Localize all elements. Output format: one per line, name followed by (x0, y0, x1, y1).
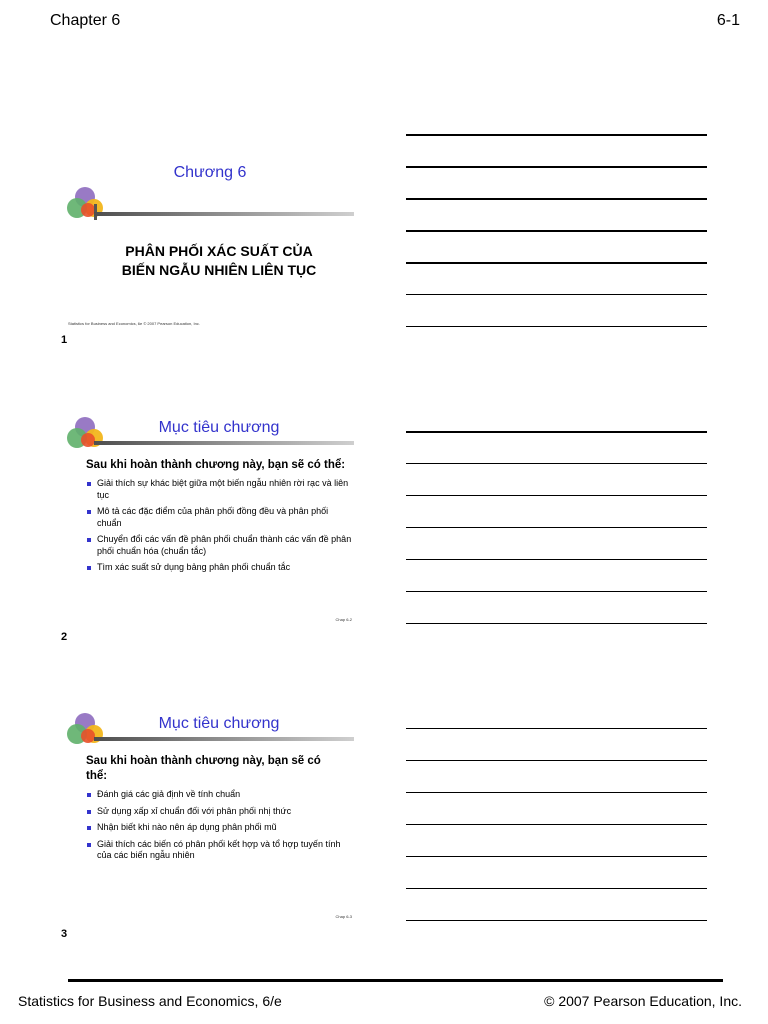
list-item: Giải thích các biến có phân phối kết hợp và tổ hợp tuyến tính của các biến ngẫu nhiên (86, 839, 354, 862)
list-item: Nhận biết khi nào nên áp dụng phân phối mũ (86, 822, 354, 834)
note-line (406, 559, 707, 560)
list-item: Chuyển đổi các vấn đề phân phối chuẩn thành các vấn đề phân phối chuẩn hóa (chuẩn tắc) (86, 534, 354, 557)
note-line (406, 463, 707, 464)
note-line (406, 326, 707, 327)
slide-heading-line1: PHÂN PHỐI XÁC SUẤT CỦA (125, 243, 313, 259)
slide-title: Mục tiêu chương (158, 419, 280, 436)
note-line (406, 591, 707, 592)
note-line (406, 728, 707, 729)
slide-title: Mục tiêu chương (158, 715, 280, 732)
objectives-list (86, 789, 354, 867)
note-line (406, 623, 707, 624)
note-line (406, 920, 707, 921)
slide-heading-line2: BIẾN NGẪU NHIÊN LIÊN TỤC (121, 262, 317, 278)
slide-lead: Sau khi hoàn thành chương này, bạn sẽ có thể: (86, 755, 321, 782)
slide-lead: Sau khi hoàn thành chương này, bạn sẽ có thể: (86, 459, 346, 471)
page-number: 6-1 (716, 12, 740, 29)
note-line (406, 824, 707, 825)
chapter-label: Chapter 6 (50, 12, 121, 29)
list-item: Sử dụng xấp xỉ chuẩn đối với phân phối nhị thức (86, 806, 354, 818)
note-line (406, 262, 707, 264)
note-line (406, 760, 707, 761)
slide-copyright: Statistics for Business and Economics, 6e © 2007 Pearson Education, Inc. (68, 321, 200, 326)
title-bar (94, 441, 354, 445)
slide-title: Chương 6 (173, 164, 247, 181)
note-line (406, 134, 707, 136)
note-line (406, 431, 707, 433)
list-item: Giải thích sự khác biệt giữa một biến ngẫu nhiên rời rạc và liên tục (86, 478, 354, 501)
note-line (406, 527, 707, 528)
slide-number: 1 (61, 334, 68, 346)
slide-number: 3 (61, 928, 68, 940)
note-line (406, 294, 707, 295)
note-line (406, 230, 707, 232)
circles-logo-icon (66, 186, 104, 222)
note-line (406, 792, 707, 793)
title-bar (94, 212, 354, 216)
footer-book-title: Statistics for Business and Economics, 6/e (18, 993, 282, 1009)
footer-rule (68, 979, 723, 982)
slide-3 (64, 708, 356, 936)
title-bar (94, 737, 354, 741)
list-item: Tìm xác suất sử dụng bảng phân phối chuẩn tắc (86, 562, 354, 574)
note-line (406, 198, 707, 200)
list-item: Đánh giá các giả định về tính chuẩn (86, 789, 354, 801)
objectives-list (86, 478, 354, 579)
slide-2 (64, 412, 356, 640)
note-line (406, 495, 707, 496)
list-item: Mô tả các đặc điểm của phân phối đồng đều và phân phối chuẩn (86, 506, 354, 529)
footer-copyright: © 2007 Pearson Education, Inc. (544, 993, 742, 1009)
note-line (406, 856, 707, 857)
slide-number: 2 (61, 631, 68, 643)
circles-logo-icon (66, 416, 104, 452)
note-line (406, 166, 707, 168)
slide-page-tag: Chap 6-3 (335, 914, 352, 919)
slide-1 (64, 150, 356, 378)
circles-logo-icon (66, 712, 104, 748)
note-line (406, 888, 707, 889)
slide-page-tag: Chap 6-2 (335, 617, 352, 622)
